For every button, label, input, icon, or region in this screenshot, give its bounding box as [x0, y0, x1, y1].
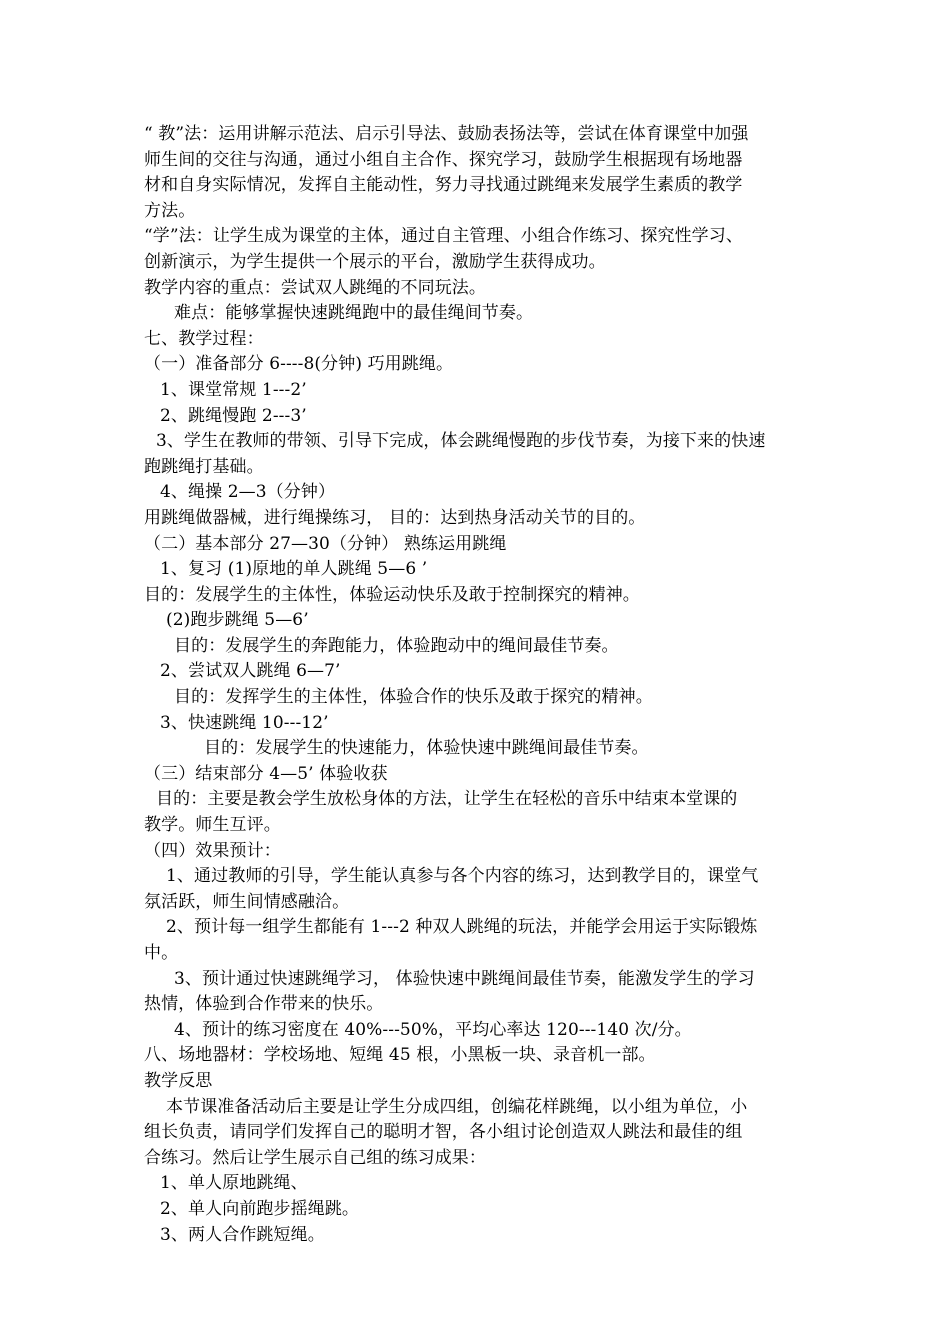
list-item: 1、课堂常规 1---2’: [160, 379, 307, 400]
text-line: 目的：发展学生的主体性，体验运动快乐及敢于控制探究的精神。: [144, 584, 640, 605]
text-line: 本节课准备活动后主要是让学生分成四组，创编花样跳绳，以小组为单位，小: [166, 1096, 748, 1117]
subsection-heading: （三）结束部分 4—5’ 体验收获: [144, 763, 388, 784]
text-line: 用跳绳做器械，进行绳操练习， 目的：达到热身活动关节的目的。: [144, 507, 646, 528]
list-item: 1、单人原地跳绳、: [160, 1173, 308, 1194]
list-item: 1、通过教师的引导，学生能认真参与各个内容的练习，达到教学目的，课堂气: [166, 866, 759, 887]
text-line: 目的：发展学生的快速能力，体验快速中跳绳间最佳节奏。: [204, 738, 649, 759]
text-line: 创新演示，为学生提供一个展示的平台，激励学生获得成功。: [144, 251, 606, 272]
list-item: 3、学生在教师的带领、引导下完成，体会跳绳慢跑的步伐节奏，为接下来的快速: [156, 431, 766, 452]
section-heading: 教学反思: [144, 1070, 213, 1091]
list-item: 2、跳绳慢跑 2---3’: [160, 405, 307, 426]
text-line: 方法。: [144, 200, 196, 221]
text-line: 合练习。然后让学生展示自己组的练习成果：: [144, 1147, 486, 1168]
text-line: 难点：能够掌握快速跳绳跑中的最佳绳间节奏。: [174, 303, 534, 324]
text-line: 目的：主要是教会学生放松身体的方法，让学生在轻松的音乐中结束本堂课的: [156, 789, 738, 810]
list-item: 4、预计的练习密度在 40%---50%，平均心率达 120---140 次/分。: [174, 1019, 692, 1040]
list-item: (2)跑步跳绳 5—6’: [166, 610, 309, 631]
subsection-heading: （四）效果预计：: [144, 840, 281, 861]
text-line: 目的：发展学生的奔跑能力，体验跑动中的绳间最佳节奏。: [174, 635, 619, 656]
section-heading: 七、教学过程：: [144, 328, 264, 349]
list-item: 3、两人合作跳短绳。: [160, 1224, 325, 1245]
text-line: 氛活跃，师生间情感融洽。: [144, 891, 350, 912]
list-item: 3、快速跳绳 10---12’: [160, 712, 329, 733]
list-item: 2、单人向前跑步摇绳跳。: [160, 1198, 360, 1219]
list-item: 3、预计通过快速跳绳学习， 体验快速中跳绳间最佳节奏，能激发学生的学习: [174, 968, 755, 989]
subsection-heading: （一）准备部分 6----8(分钟) 巧用跳绳。: [144, 354, 454, 375]
text-line: 组长负责，请同学们发挥自己的聪明才智，各小组讨论创造双人跳法和最佳的组: [144, 1122, 743, 1143]
text-line: 教学内容的重点：尝试双人跳绳的不同玩法。: [144, 277, 486, 298]
section-heading: 八、场地器材：学校场地、短绳 45 根，小黑板一块、录音机一部。: [144, 1045, 656, 1066]
list-item: 1、复习 (1)原地的单人跳绳 5—6 ’: [160, 559, 428, 580]
list-item: 4、绳操 2—3（分钟）: [160, 482, 336, 503]
subsection-heading: （二）基本部分 27—30（分钟） 熟练运用跳绳: [144, 533, 507, 554]
list-item: 2、预计每一组学生都能有 1---2 种双人跳绳的玩法，并能学会用运于实际锻炼: [166, 917, 758, 938]
text-line: “学”法：让学生成为课堂的主体，通过自主管理、小组合作练习、探究性学习、: [144, 226, 743, 247]
text-line: 热情，体验到合作带来的快乐。: [144, 994, 384, 1015]
text-line: 教学。师生互评。: [144, 815, 281, 836]
text-line: 目的：发挥学生的主体性，体验合作的快乐及敢于探究的精神。: [174, 687, 653, 708]
document-page: [144, 122, 810, 1248]
list-item: 2、尝试双人跳绳 6—7’: [160, 661, 341, 682]
text-line: 师生间的交往与沟通，通过小组自主合作、探究学习，鼓励学生根据现有场地器: [144, 149, 743, 170]
text-line: “ 教”法：运用讲解示范法、启示引导法、鼓励表扬法等，尝试在体育课堂中加强: [144, 124, 749, 144]
text-line: 跑跳绳打基础。: [144, 456, 264, 477]
text-line: 中。: [144, 943, 179, 963]
text-line: 材和自身实际情况，发挥自主能动性，努力寻找通过跳绳来发展学生素质的教学: [144, 175, 743, 196]
